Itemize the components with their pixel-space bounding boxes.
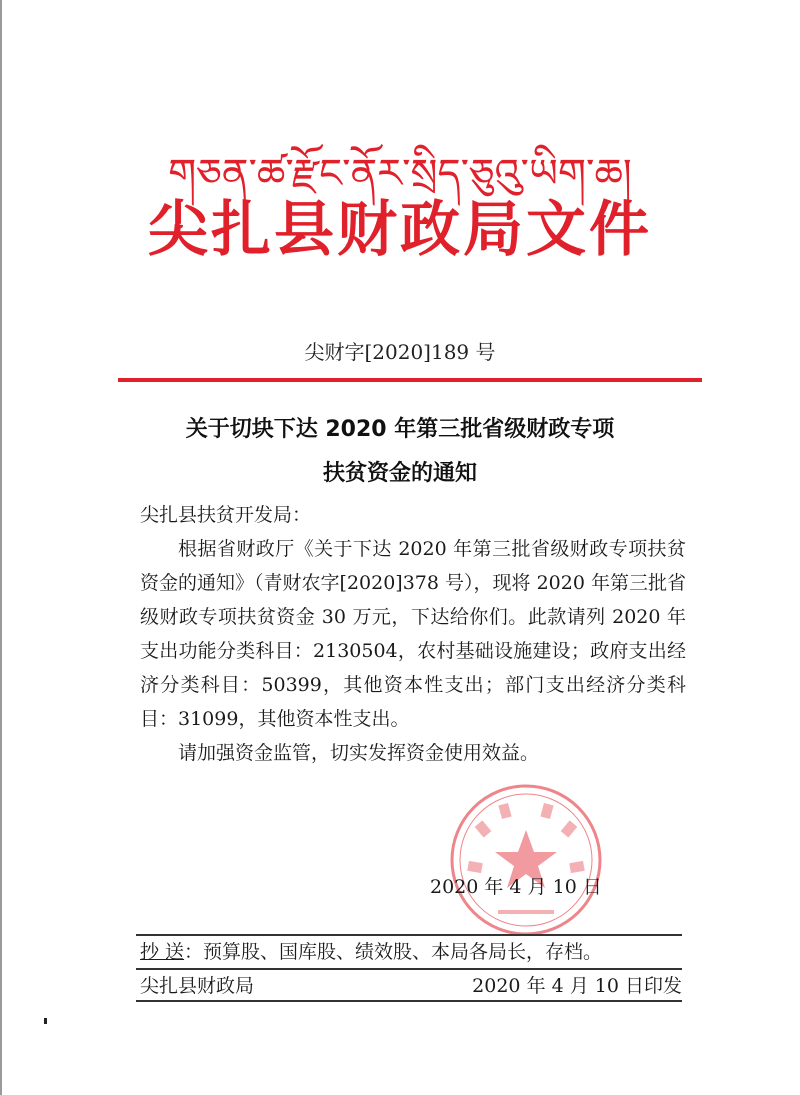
notice-title-line2: 扶贫资金的通知 xyxy=(322,461,477,486)
signature-date: 2020 年 4 月 10 日 xyxy=(430,876,602,898)
scan-edge xyxy=(0,0,2,1095)
cc-label: 抄 送 xyxy=(140,941,185,963)
salutation: 尖扎县扶贫开发局： xyxy=(140,504,312,526)
issue-date: 2020 年 4 月 10 日印发 xyxy=(472,975,682,997)
footer-rule-bottom xyxy=(136,1000,682,1002)
notice-title-line1: 关于切块下达 2020 年第三批省级财政专项 xyxy=(185,417,615,442)
scan-speck xyxy=(44,1018,47,1024)
body-paragraph-2: 请加强资金监管，切实发挥资金使用效益。 xyxy=(178,742,540,764)
official-seal-icon xyxy=(448,782,604,938)
body-paragraph-1: 根据省财政厅《关于下达 2020 年第三批省级财政专项扶贫资金的通知》（青财农字[2020]378 号），现将 2020 年第三批省级财政专项扶贫资金 30 万元，下达给你们。此款请列 2020 年支出功能分类科目：2130504，农村基础设施建设；政府支出经济分类科目：50399，其他资本性支出；部门支出经济分类科目：31099，其他资本性支出。 xyxy=(140,538,686,730)
cc-line xyxy=(140,937,602,967)
footer-rule-middle xyxy=(136,968,682,970)
document-header-title: 尖扎县财政局文件 xyxy=(148,195,652,265)
document-number: 尖财字[2020]189 号 xyxy=(304,340,496,364)
tibetan-header: གཅན་ཚ་རྫོང་ནོར་སྲིད་ཅུའུ་ཡིག་ཆ། xyxy=(168,151,632,197)
issuer-name: 尖扎县财政局 xyxy=(140,975,255,997)
red-divider xyxy=(118,378,702,382)
cc-recipients: ：预算股、国库股、绩效股、本局各局长，存档。 xyxy=(184,941,603,963)
footer-rule-top xyxy=(136,934,682,936)
